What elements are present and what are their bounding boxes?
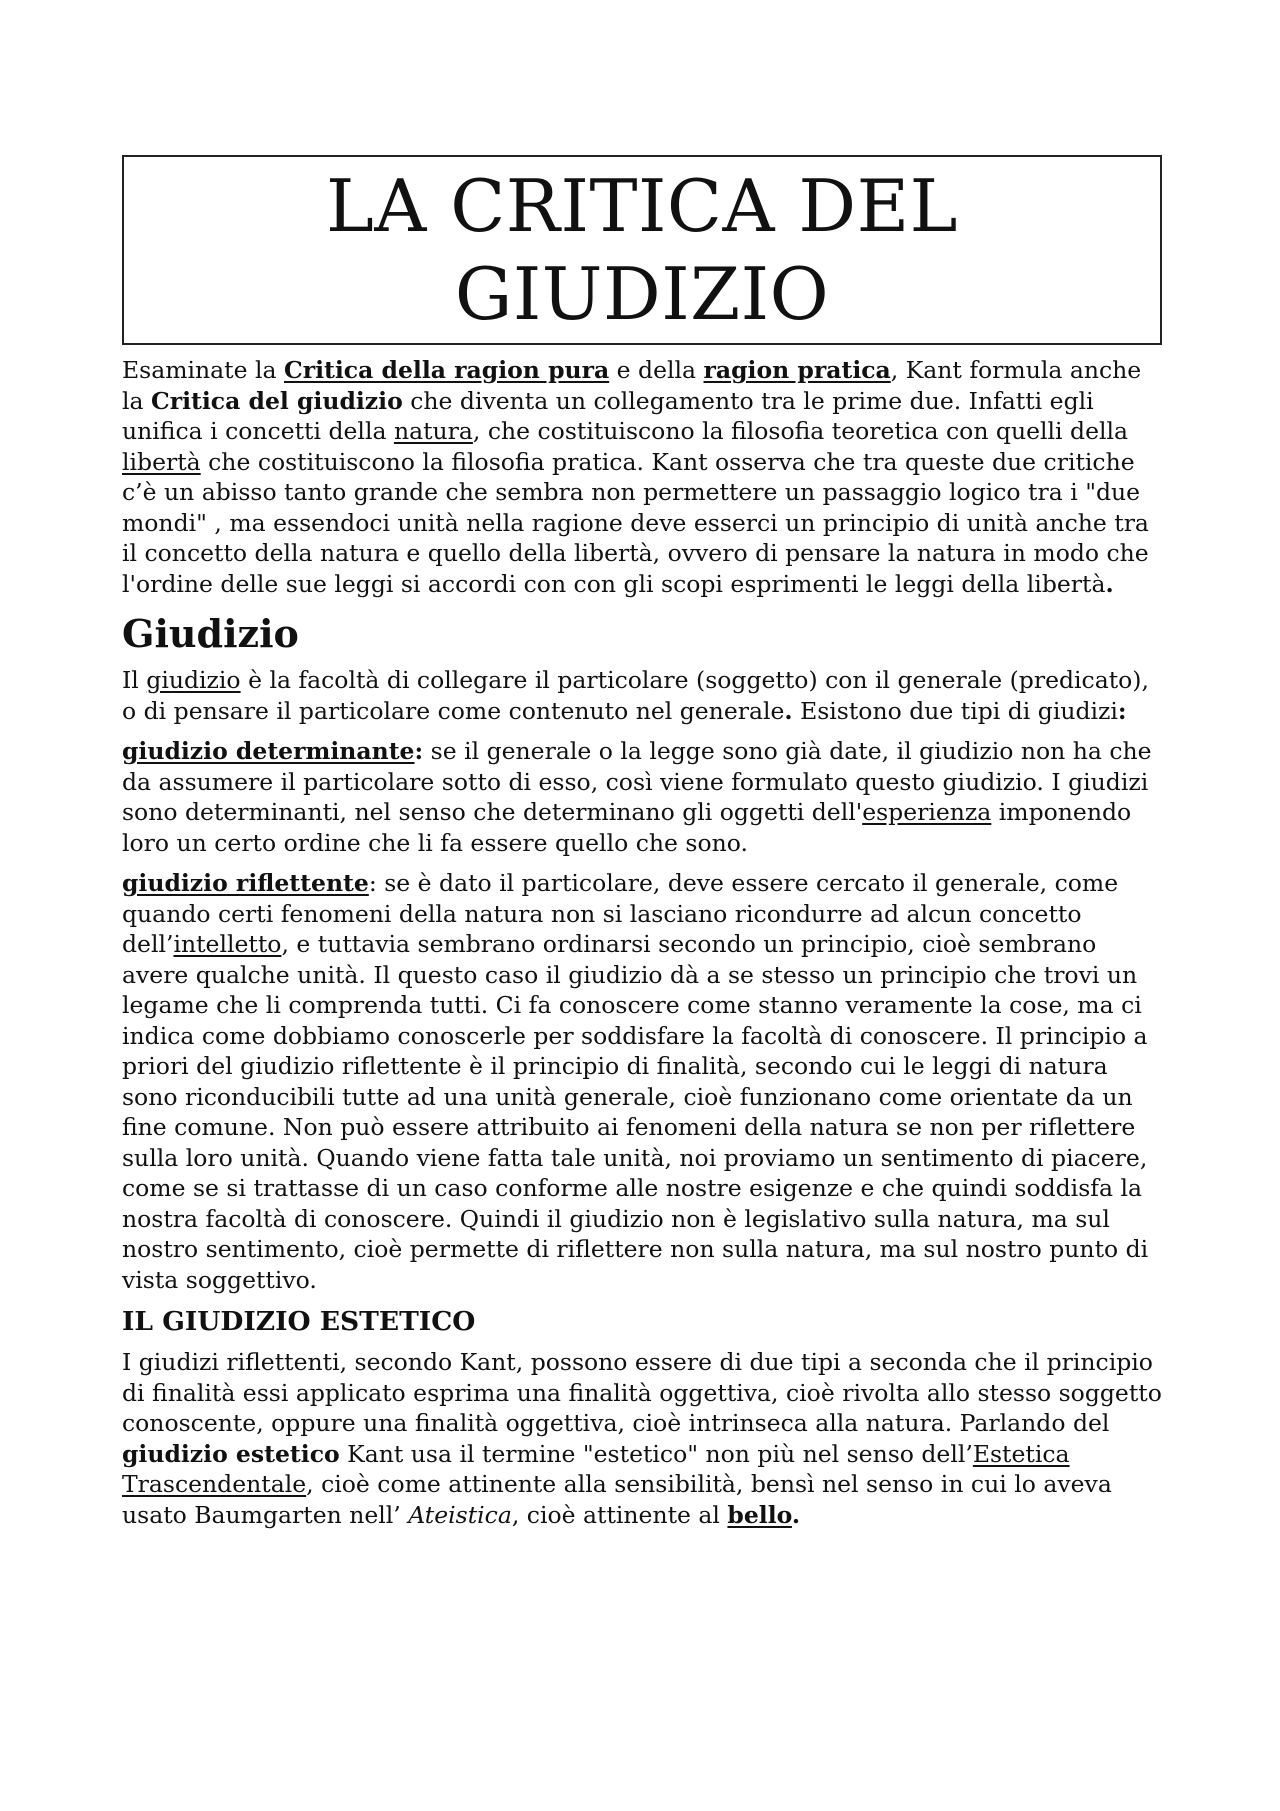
document-title-line-1: LA CRITICA DEL — [326, 164, 958, 248]
giudizio-dot: . — [784, 696, 793, 725]
ateistica-italic: Ateistica — [408, 1500, 512, 1529]
giudizio-link[interactable]: giudizio — [146, 666, 241, 694]
natura-link[interactable]: natura — [393, 417, 473, 445]
title-box — [122, 155, 1162, 345]
riflettente-text: , e tuttavia sembrano ordinarsi secondo un principio, cioè sembrano avere qualche unità. Il questo caso il giudizio dà a se stesso un principio che trovi un legame che li comprenda tutti. Ci fa conoscere come stanno veramente la cose, ma ci indica come dobbiamo conoscerle per soddisfare la facoltà di conoscere. Il principio a priori del giudizio riflettente è il principio di finalità, secondo cui le leggi di natura sono riconducibili tutte ad una unità generale, cioè funzionano come orientate da un fine comune. Non può essere attribuito ai fenomeni della natura se non per riflettere sulla loro unità. Quando viene fatta tale unità, noi proviamo un sentimento di piacere, come se si trattasse di un caso conforme alle nostre esigenze e che quindi soddisfa la nostra facoltà di conoscere. Quindi il giudizio non è legislativo sulla natura, ma sul nostro sentimento, cioè permette di riflettere non sulla natura, ma sul nostro punto di vista soggettivo. — [122, 930, 1149, 1294]
intro-text: Esaminate la — [122, 356, 284, 384]
bello-link[interactable]: bello — [727, 1500, 792, 1529]
critica-ragion-pura-link[interactable]: Critica della ragion pura — [284, 356, 610, 384]
intro-paragraph — [122, 355, 1162, 599]
document-title-line-2: GIUDIZIO — [454, 252, 830, 336]
estetico-end-dot: . — [791, 1500, 801, 1529]
giudizio-riflettente-term[interactable]: giudizio riflettente — [122, 869, 369, 897]
intro-text: , Kant formula anche la — [122, 356, 1142, 415]
determinante-text: se il generale o la legge sono già date, il giudizio non ha che da assumere il particolare sotto di esso, così viene formulato questo giudizio. I giudizi sono determinanti, nel senso che determinano gli oggetti dell' — [122, 737, 1152, 826]
riflettente-paragraph — [122, 868, 1162, 1295]
giudizio-text: Il — [122, 666, 147, 694]
determinante-text: imponendo loro un certo ordine che li fa essere quello che sono. — [122, 798, 1132, 857]
giudizio-text: è la facoltà di collegare il particolare (soggetto) con il generale (predicato), o di pensare il particolare come contenuto nel generale — [122, 666, 1149, 725]
liberta-link[interactable]: libertà — [122, 447, 201, 476]
intro-text: che costituiscono la filosofia pratica. Kant osserva che tra queste due critiche c’è un abisso tanto grande che sembra non permettere un passaggio logico tra i "due mondi" , ma essendoci unità nella ragione deve esserci un principio di unità anche tra il concetto della natura e quello della libertà, ovvero di pensare la natura in modo che l'ordine delle sue leggi si accordi con con gli scopi esprimenti le leggi della libertà — [122, 447, 1149, 598]
giudizio-colon: : — [1117, 696, 1127, 725]
estetica-trascendentale-link[interactable]: Estetica Trascendentale — [122, 1439, 1070, 1498]
giudizio-estetico-bold: giudizio estetico — [122, 1439, 340, 1468]
intro-end-dot: . — [1105, 569, 1114, 598]
document-page — [122, 155, 1162, 1530]
critica-giudizio-bold: Critica del giudizio — [151, 386, 403, 415]
estetico-text: , cioè attinente al — [511, 1500, 728, 1529]
giudizio-paragraph — [122, 665, 1162, 726]
determinante-colon: : — [414, 737, 424, 765]
estetico-text: Kant usa il termine "estetico" non più nel senso dell’ — [339, 1439, 973, 1468]
giudizio-heading: Giudizio — [122, 611, 299, 656]
giudizio-text: Esistono due tipi di giudizi — [792, 696, 1118, 725]
estetico-text: I giudizi riflettenti, secondo Kant, possono essere di due tipi a seconda che il principio di finalità essi applicato esprima una finalità oggettiva, cioè rivolta allo stesso soggetto conoscente, oppure una finalità oggettiva, cioè intrinseca alla natura. Parlando del — [122, 1348, 1162, 1437]
giudizio-estetico-heading: IL GIUDIZIO ESTETICO — [122, 1306, 476, 1337]
esperienza-link[interactable]: esperienza — [862, 798, 992, 826]
ragion-pratica-link[interactable]: ragion pratica — [703, 356, 891, 384]
giudizio-determinante-term[interactable]: giudizio determinante — [122, 737, 415, 765]
intro-text: , che costituiscono la filosofia teoretica con quelli della — [472, 417, 1129, 445]
estetico-text: , cioè come attinente alla sensibilità, bensì nel senso in cui lo aveva usato Baumgarten nell’ — [122, 1470, 1112, 1529]
intelletto-link[interactable]: intelletto — [173, 930, 282, 958]
riflettente-text: : se è dato il particolare, deve essere cercato il generale, come quando certi fenomeni della natura non si lasciano ricondurre ad alcun concetto dell’ — [122, 869, 1119, 958]
determinante-paragraph — [122, 736, 1162, 858]
estetico-paragraph — [122, 1347, 1162, 1530]
intro-text: e della — [609, 356, 704, 384]
intro-text: che diventa un collegamento tra le prime due. Infatti egli unifica i concetti della — [122, 386, 1094, 445]
